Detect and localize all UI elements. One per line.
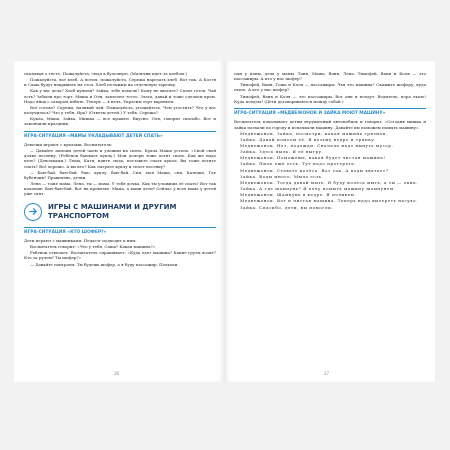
- paragraph: Тимофей, Ваня и Коля — это пассажиры. Вот они и поедут. Водитель, пора ехать! Куда поедем? (Дети договариваются между собой.): [234, 93, 426, 104]
- dialogue-line: Зайка. А где шампунь? Я хочу помыть машину шампунем.: [240, 186, 396, 192]
- paragraph: сын у папы, дочь у мамы. Таня, Маша, Ваня, Лена. Тимофей, Ваня и Коля — это пассажиры. А кто у нас шофер?: [234, 71, 426, 82]
- page-number: 27: [324, 370, 330, 376]
- heading-rule: [234, 108, 426, 109]
- section-header: [24, 203, 216, 221]
- dialogue-line: Зайка. Давай помоем её. Я возьму ведро и тряпку.: [240, 136, 377, 142]
- dialogue-line: Медвежонок. Ставьте колёса. Вот так. А воды хватает?: [240, 167, 389, 173]
- game-heading-text: ИГРА-СИТУАЦИЯ «КТО ШОФЕР?»: [24, 229, 107, 235]
- dialogue-line: Зайка. Воды много. Мыло есть.: [240, 173, 324, 179]
- game-heading: [24, 131, 216, 139]
- dialogue-line: Медвежонок. Поможешь, какая будет чистая машина!: [240, 155, 386, 161]
- arrow-right-icon: [29, 207, 38, 216]
- dialogue-line: Зайка. Спасибо, дети, вы помогли.: [240, 204, 334, 210]
- paragraph: Девочки играют с куклами. Воспитатель:: [24, 141, 113, 147]
- heading-rule: [24, 131, 216, 132]
- paragraph: Дети играют с машинками. Педагог подходит к ним.: [24, 237, 137, 243]
- game-heading-text: ИГРА-СИТУАЦИЯ «МАМЫ УКЛАДЫВАЮТ ДЕТЕЙ СПАТЬ»: [24, 133, 163, 139]
- dialogue-line: Медвежонок. Нет, подожди. Сначала надо вынуть мусор.: [240, 142, 394, 148]
- game-heading-text: ИГРА-СИТУАЦИЯ «МЕДВЕЖОНОК И ЗАЙКА МОЮТ МАШИНУ»: [234, 110, 386, 116]
- paragraph: Всё готово? Сережа, наливай чай. Пожалуйста, угощайтесь. Чем угостить? Что у вас получилось? Что у тебя, Ира? (Ответы детей.) У тебя, Сережа?: [24, 104, 216, 116]
- paragraph: Тимофей, Ваня, Гоша и Коля — пассажиры. Чья это машина? Скажите шоферу, куда ехать. А кто у нас шофер?: [234, 82, 426, 93]
- dialogue-line: Медвежонок. Вот и чистая машина. Теперь надо вытереть насухо.: [240, 198, 418, 204]
- game-heading: [234, 108, 426, 116]
- paragraph: сказывая о тесте. Пожалуйста, сюда в булочную. (Мальчик идет за хлебом.): [24, 71, 187, 76]
- game-heading: [24, 227, 216, 235]
- paragraph: Воспитатель говорит: «Что у тебя, Саша? Какая машина?»: [30, 244, 156, 250]
- paragraph: Воспитатель показывает детям игрушечный автомобиль и говорит: «Сегодня мишка и зайка поехали по городу и испачкали машину. Давайте им поможем помыть машину».: [234, 119, 426, 130]
- section-title: ИГРЫ С МАШИНАМИ И ДРУГИМ ТРАНСПОРТОМ: [48, 203, 177, 220]
- paragraph: Пожалуйста, вот хлеб. А потом, пожалуйста, Сережа нарезать хлеб. Вот так. А Костя и Саша будут накрывать на стол. Хлеб положим на отдельную тарелку.: [24, 77, 216, 88]
- dialogue-line: Зайка. Здесь пыль. Я её вытру.: [240, 149, 324, 155]
- paragraph: — Баю-бай, баю-бай, баю, куклу, баю-бай. Спи, моя Маша, спи, Катюша. Где бубенчик? Правильно, детки.: [24, 169, 216, 180]
- dialogue-line: Медвежонок. Шампунь в ведре. Я поливаю.: [240, 192, 357, 198]
- page-number: 26: [114, 370, 120, 376]
- dialogue-line: Зайка. Пыль ещё есть. Тут надо протереть.: [240, 161, 357, 167]
- paragraph: — Давайте поиграем. Ты будешь шофер, а я буду пассажир. Поехали.: [30, 261, 179, 267]
- paragraph: Как у вас дела? Хлеб купили? Зайка, тебе помочь? Кому не хватает? Салат готов. Чай есть? Забыли про торт. Миша и Оля, замесите тесто. Злата, давай и тоже сделаем крем. Надо яйца с сахаром взбить. Теперь — в печь. Украсим торт вареньем.: [24, 88, 216, 104]
- dialogue-line: Медвежонок. Тогда давай мыть. Я буду колёса мыть, а ты — окна.: [240, 179, 419, 185]
- arrow-right-icon: [24, 203, 42, 221]
- heading-rule: [24, 227, 216, 228]
- paragraph: Лена — тоже мама. Лена, ты — мама. У тебя дочка. Как ты уложишь её спать? Вот так качаешь: баю-баю-бай. Вот на кроватке. Мама, а ваши дети? Сейчас у всех мама у детей уже спят.: [24, 181, 216, 197]
- paragraph: — Давайте напоим детей чаем и уложим их спать. Кукла Маша устала. «Спой свой дочке песенку. (Ребенок баюкает куклу.) Мои дочери тоже хотят спать. Как же надо петь? (Девочками.) Леша, Катя, идите сюда, поставьте спать кукол. Вы тоже хотите спать? Всё хорошо. А вы кто? Как сыграет куклу и споет песенку?: [24, 148, 216, 169]
- left-page: [14, 61, 225, 382]
- paragraph: Кукла, Маша, Зайка, Мишка — все кушают. Вкусно. Оля, говорит спасибо. Вот и закончили праздник.: [24, 116, 216, 127]
- right-page: [224, 61, 435, 382]
- dialogue-line: Медвежонок. Зайка, посмотри, какая машина грязная.: [240, 130, 388, 136]
- paragraph: Ребенок отвечает. Воспитатель спрашивает: «Куда едет машина? Какие грузы возит? Кто за рулем? Ты шофер?»: [24, 250, 216, 261]
